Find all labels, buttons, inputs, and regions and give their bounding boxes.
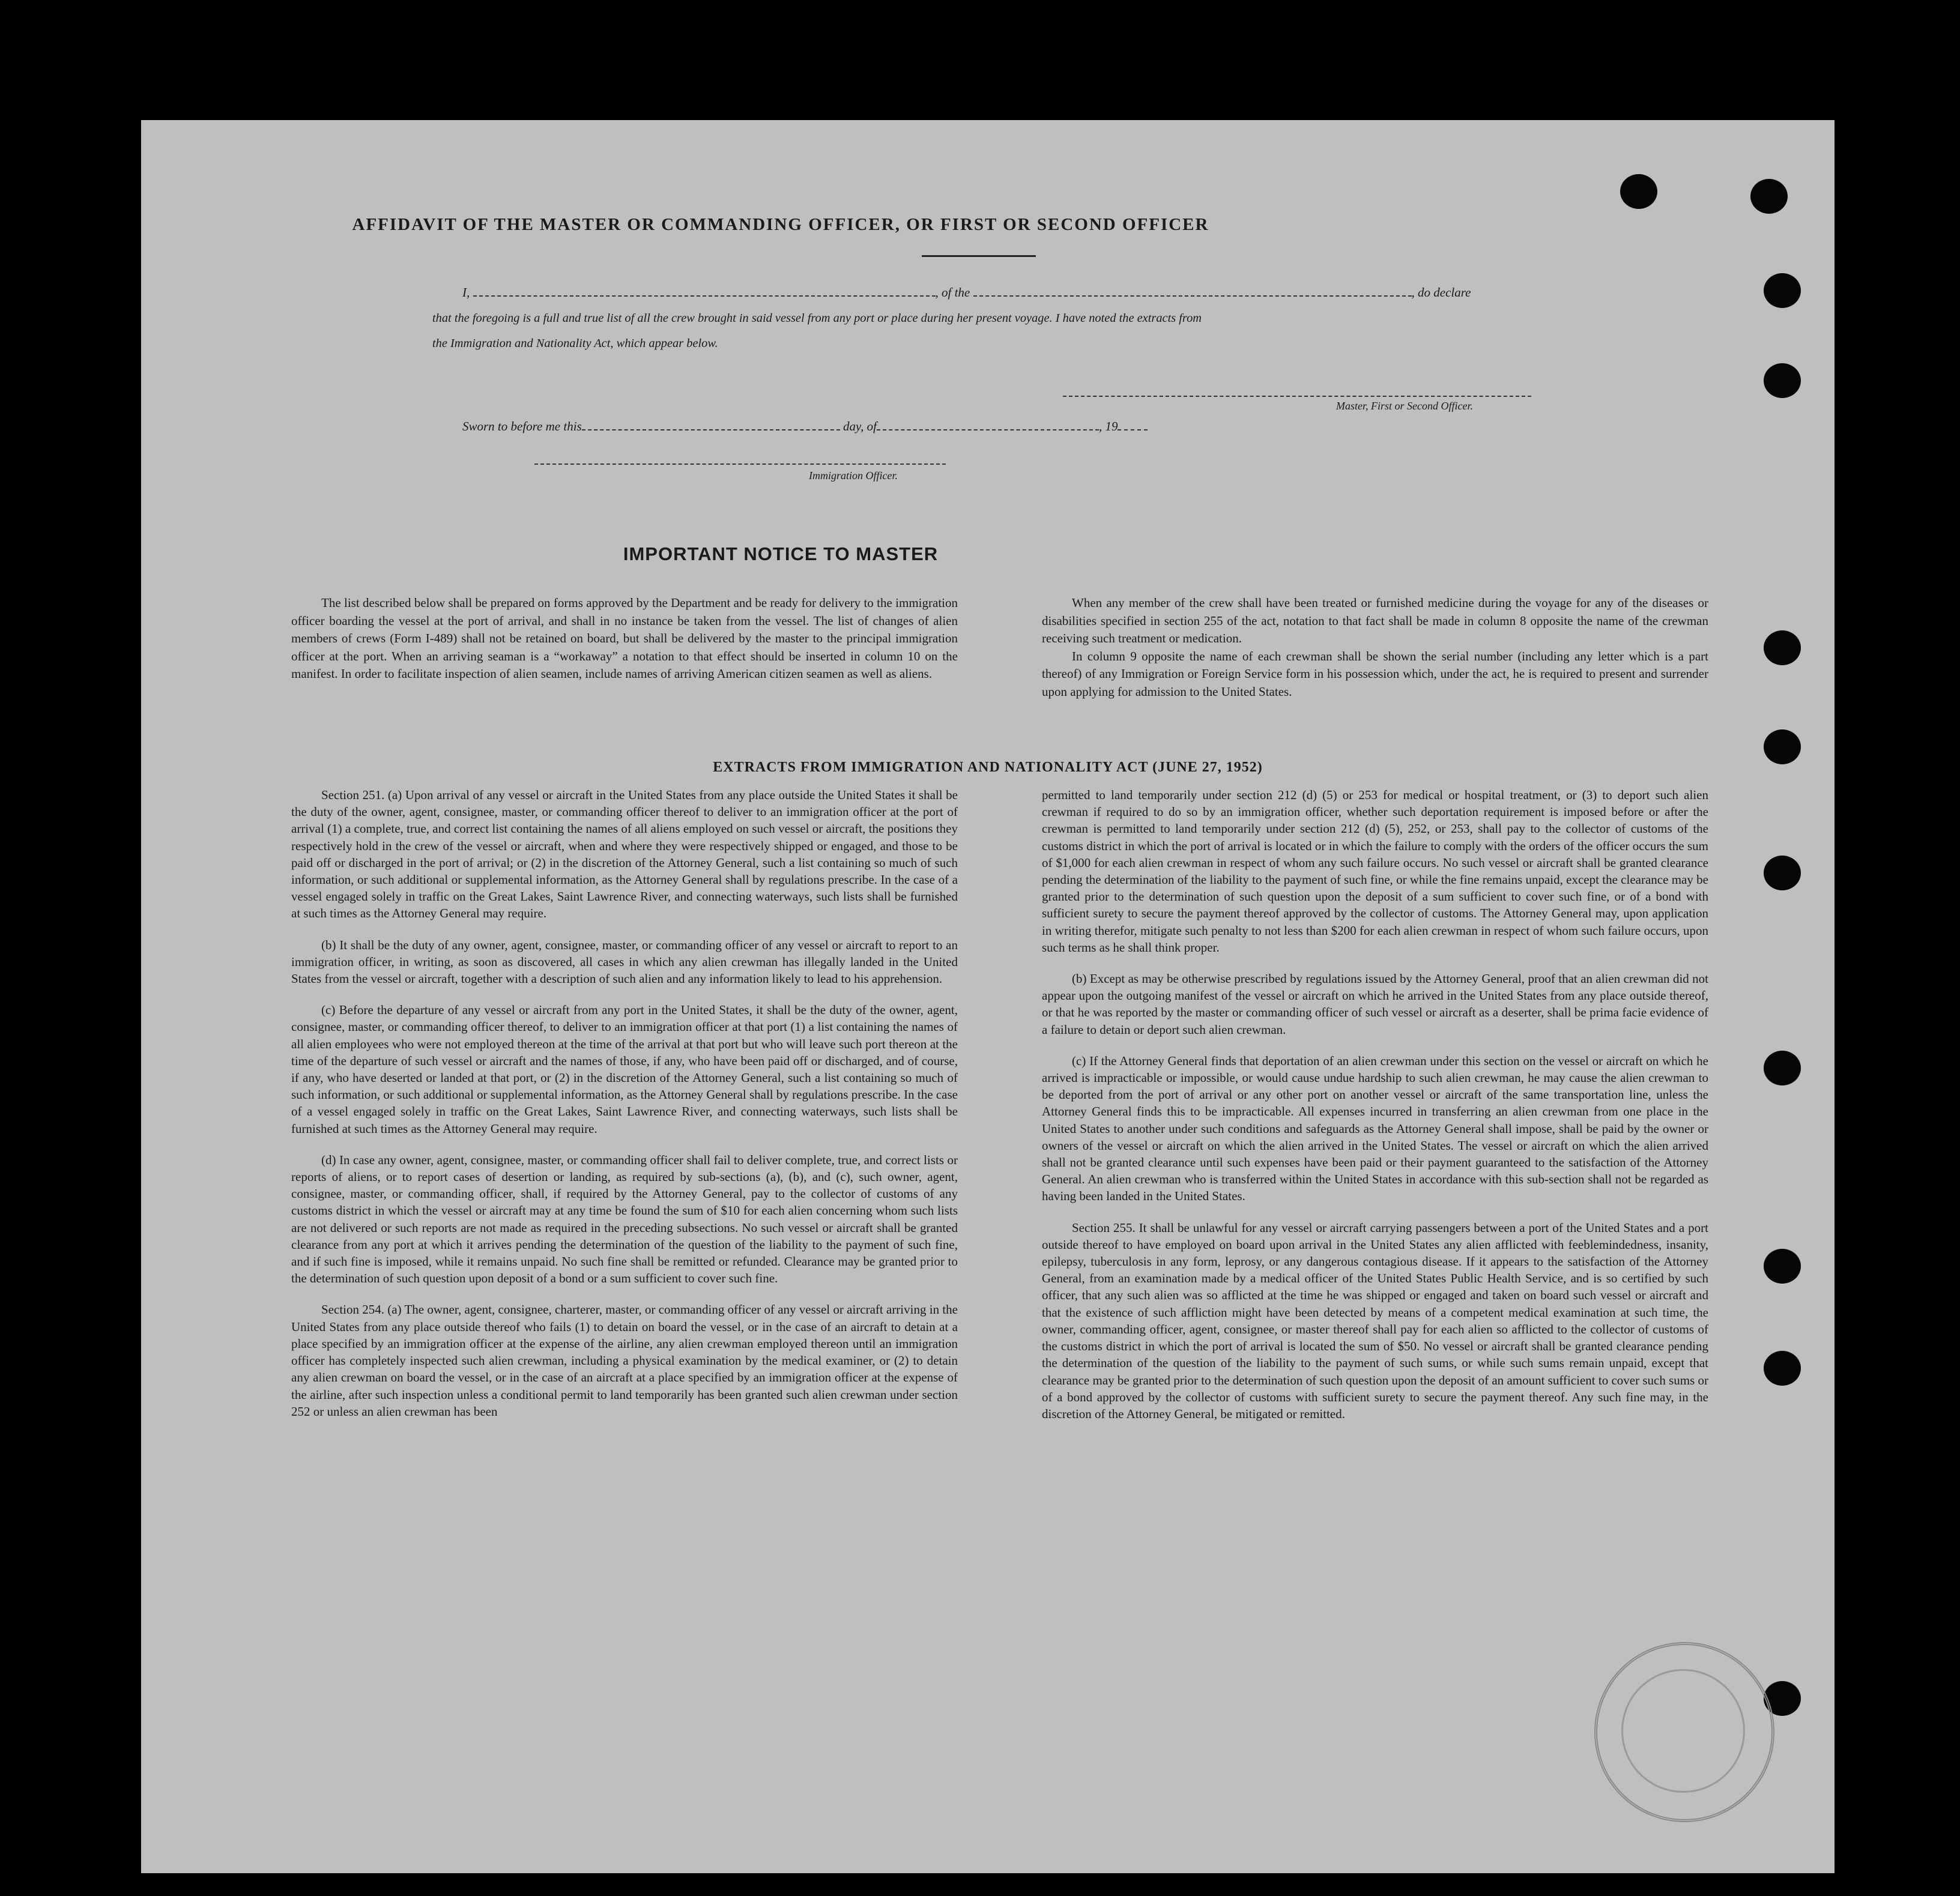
declaration-line xyxy=(462,285,1471,300)
name-blank xyxy=(473,287,936,297)
punch-hole xyxy=(1620,174,1657,209)
notice-right-paragraph-1: When any member of the crew shall have been treated or furnished medicine during the voyage for any of the diseases or disabilities specified in section 255 of the act, notation to that fact shall be made in column 8 opposite the name of the crewman receiving such treatment or medication. xyxy=(1042,596,1708,645)
section-254-b: (b) Except as may be otherwise prescribed by regulations issued by the Attorney General, proof that an alien crewman did not appear upon the outgoing manifest of the vessel or aircraft on which he arrived in the United States from any place outside thereof, or that he was reported by the master or commanding officer of such vessel or aircraft as a deserter, shall be prima facie evidence of a failure to detain or deport such alien crewman. xyxy=(1042,971,1708,1037)
document-sheet xyxy=(141,120,1834,1873)
section-251-c: (c) Before the departure of any vessel or aircraft from any port in the United States, it shall be the duty of the owner, agent, consignee, master, or commanding officer thereof, to deliver to an immigration officer at that port (1) a list containing the names of all alien employees who were not employed thereon at the time of the arrival at that port but who will leave such port thereon at the time of the departure of such vessel or aircraft and the names of those, if any, who have been paid off or discharged, and of course, if any, who have deserted or landed at that port, or (2) in the discretion of the Attorney General, such a list containing so much of such information, or such additional or supplemental information, as the Attorney General shall by regulations prescribe. In the case of a vessel engaged solely in traffic on the Great Lakes, Saint Lawrence River, and connecting waterways, such lists shall be furnished at such times as the Attorney General may require. xyxy=(291,1003,958,1136)
official-seal-stamp xyxy=(1594,1642,1774,1822)
sworn-line xyxy=(462,419,1148,434)
notice-right-paragraph-2: In column 9 opposite the name of each crewman shall be shown the serial number (including any letter which is a part thereof) of any Immigration or Foreign Service form in his possession which, under the act, he is required to present and surrender upon applying for admission to the United States. xyxy=(1042,648,1708,699)
section-251-d: (d) In case any owner, agent, consignee, master, or commanding officer shall fail to deliver complete, true, and correct lists or reports of aliens, or to report cases of desertion or landing, as required by sub-sections (a), (b), and (c), such owner, agent, consignee, master, or commanding officer, shall, if required by the Attorney General, pay to the collector of customs of any customs district in which the vessel or aircraft may at any time be found the sum of $10 for each alien concerning whom such lists are not delivered or such reports are not made as required in the preceding subsections. No such vessel or aircraft shall be granted clearance from any port at which it arrives pending the determination of the question of the liability to the payment of such fine, and if such fine is imposed, while it remains unpaid. No such fine shall be remitted or refunded. Clearance may be granted prior to the determination of such question upon deposit of a bond or a sum sufficient to cover such fine. xyxy=(291,1152,958,1286)
punch-hole xyxy=(1764,1051,1801,1085)
extracts-right-column xyxy=(1042,786,1708,1422)
extracts-left-column xyxy=(291,786,958,1420)
section-251-b: (b) It shall be the duty of any owner, agent, consignee, master, or commanding officer of any vessel or aircraft to report to an immigration officer, in writing, as soon as discovered, all cases in which any alien crewman has illegally landed in the United States from the vessel or aircraft, together with a description of such alien and any information likely to lead to his apprehension. xyxy=(291,937,958,986)
punch-hole xyxy=(1764,363,1801,398)
of-the-label: , of the xyxy=(935,285,970,300)
section-254-a: Section 254. (a) The owner, agent, consignee, charterer, master, or commanding officer of any vessel or aircraft arriving in the United States from any place outside thereof who fails (1) to detain on board the vessel, or in the case of an aircraft to detain at a place specified by an immigration officer at the expense of the airline, any alien crewman employed thereon until an immigration officer has completely inspected such alien crewman, including a physical examination by the medical examiner, or (2) to detain any alien crewman on board the vessel, or in the case of an aircraft at a place specified by an immigration officer at the expense of the airline, after such inspection unless a conditional permit to land temporarily has been granted such alien crewman under section 252 or unless an alien crewman has been xyxy=(291,1302,958,1419)
immigration-officer-label: Immigration Officer. xyxy=(809,469,898,482)
year-label: , 19 xyxy=(1098,419,1118,433)
punch-hole xyxy=(1764,1249,1801,1284)
punch-hole xyxy=(1764,273,1801,308)
declaration-body-line-2: that the foregoing is a full and true list of all the crew brought in said vessel from any port or place during her present voyage. I have noted the extracts from xyxy=(432,312,1202,325)
day-of-label: day, of xyxy=(842,419,877,433)
notice-left-column xyxy=(291,594,958,683)
master-signature-label: Master, First or Second Officer. xyxy=(1336,400,1473,412)
notice-right-column xyxy=(1042,594,1708,701)
section-254-c: (c) If the Attorney General finds that deportation of an alien crewman under this section on the vessel or aircraft on which he arrived is impracticable or impossible, or would cause undue hardship to such alien crewman, he may cause the alien crewman to be deported from the port of arrival or any other port on another vessel or aircraft of the same transportation line, unless the Attorney General finds this to be impracticable. All expenses incurred in transferring an alien crewman from one place in the United States to another under such conditions and safeguards as the Attorney General shall impose, shall be paid by the owner or owners of the vessel or aircraft on which the alien arrived in the United States. The vessel or aircraft on which the alien arrived shall not be granted clearance until such expenses have been paid or their payment guaranteed to the satisfaction of the Attorney General. An alien crewman who is transferred within the United States in accordance with this sub-section shall not be regarded as having been landed in the United States. xyxy=(1042,1053,1708,1204)
declaration-i-label: I, xyxy=(462,285,470,300)
sworn-month-blank xyxy=(877,421,1099,430)
master-signature-line xyxy=(1063,387,1531,397)
punch-hole xyxy=(1750,179,1788,214)
affidavit-title: AFFIDAVIT OF THE MASTER OR COMMANDING OFFICER, OR FIRST OR SECOND OFFICER xyxy=(352,215,1209,234)
sworn-day-blank xyxy=(582,421,840,430)
do-declare-label: , do declare xyxy=(1411,285,1471,300)
section-255: Section 255. It shall be unlawful for any vessel or aircraft carrying passengers between a port of the United States and a port outside thereof to have employed on board upon arrival in the United States any alien afflicted with feeblemindedness, insanity, epilepsy, tuberculosis in any form, leprosy, or any dangerous contagious disease. If it appears to the satisfaction of the Attorney General, from an examination made by a medical officer of the United States Public Health Service, and is so certified by such officer, that any such alien was so afflicted at the time he was shipped or engaged and taken on board such vessel or aircraft and that the existence of such affliction might have been detected by means of a competent medical examination at such time, the owner, commanding officer, agent, consignee, or master thereof shall pay for each alien so afflicted to the collector of customs of the customs district in which the port of arrival is located the sum of $50. No vessel or aircraft shall be granted clearance pending the determination of the question of the liability to the payment of such sums, or while such sums remain unpaid, except that clearance may be granted prior to the determination of such question upon the deposit of an amount sufficient to cover such sums or of a bond approved by the collector of customs with sufficient surety to secure the payment thereof. Any such fine may, in the discretion of the Attorney General, be mitigated or remitted. xyxy=(1042,1220,1708,1421)
sworn-label: Sworn to before me this xyxy=(462,419,582,433)
year-blank xyxy=(1118,421,1148,430)
section-254-a-continued: permitted to land temporarily under section 212 (d) (5) or 253 for medical or hospital treatment, or (3) to deport such alien crewman if required to do so by an immigration officer, whether such deportation requirement is imposed before or after the crewman is permitted to land temporarily under section 212 (d) (5), 252, or 253, shall pay to the collector of customs of the customs district in which the port of arrival is located or in which the failure to comply with the orders of the officer occurs the sum of $1,000 for each alien crewman in respect of whom any such failure occurs. No such vessel or aircraft shall be granted clearance pending the determination of the liability to the payment of such fine, or while the fine remains unpaid, except the clearance may be granted prior to the determination of such question upon the deposit of a sum sufficient to cover such fine, or of a bond with sufficient surety to secure the payment thereof approved by the collector of customs. The Attorney General may, upon application in writing therefor, mitigate such penalty to not less than $200 for each alien crewman in respect of whom such failure occurs, upon such terms as he shall think proper. xyxy=(1042,788,1708,955)
punch-hole xyxy=(1764,1351,1801,1386)
section-251-a: Section 251. (a) Upon arrival of any vessel or aircraft in the United States from any place outside the United States it shall be the duty of the owner, agent, consignee, master, or commanding officer thereof to deliver to an immigration officer at the port of arrival (1) a complete, true, and correct list containing the names of all aliens employed on such vessel or aircraft, the positions they respectively hold in the crew of the vessel or aircraft, when and where they were respectively shipped or engaged, and those to be paid off or discharged in the port of arrival; or (2) in the discretion of the Attorney General, such a list containing so much of such information, or such additional or supplemental information, as the Attorney General shall by regulations prescribe. In the case of a vessel engaged solely in traffic on the Great Lakes, Saint Lawrence River, and connecting waterways, such lists shall be furnished at such times as the Attorney General may require. xyxy=(291,788,958,921)
punch-hole xyxy=(1764,856,1801,890)
vessel-blank xyxy=(973,287,1412,297)
immigration-officer-signature-line xyxy=(534,455,946,465)
punch-hole xyxy=(1764,630,1801,665)
title-underline xyxy=(922,255,1036,257)
declaration-body-line-3: the Immigration and Nationality Act, which appear below. xyxy=(432,337,718,350)
extracts-title: EXTRACTS FROM IMMIGRATION AND NATIONALITY ACT (JUNE 27, 1952) xyxy=(713,759,1263,775)
notice-left-paragraph: The list described below shall be prepared on forms approved by the Department and be ready for delivery to the immigration officer boarding the vessel at the port of arrival, and shall in no instance be taken from the vessel. The list of changes of alien members of crews (Form I-489) shall not be retained on board, but shall be delivered by the master to the principal immigration officer at the port. When an arriving seaman is a “workaway” a notation to that effect should be inserted in column 10 on the manifest. In order to facilitate inspection of alien seamen, include names of arriving American citizen seamen as well as aliens. xyxy=(291,596,958,681)
notice-title: IMPORTANT NOTICE TO MASTER xyxy=(623,543,939,564)
